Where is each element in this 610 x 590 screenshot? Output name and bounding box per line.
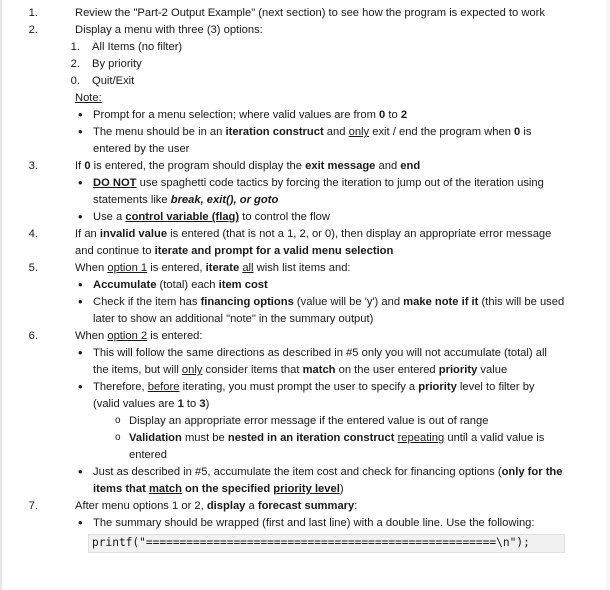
item-3-text: If 0 is entered, the program should display the exit message and end (75, 160, 421, 172)
item-1-text: Review the "Part-2 Output Example" (next section) to see how the program is expected to work (75, 7, 545, 19)
item-number-4: 4. (28, 228, 38, 240)
sub-bullet-icon: o (115, 432, 121, 443)
item-6-bullet-1: This will follow the same directions as described in #5 only you will not accumulate (total) all (93, 347, 547, 359)
item-6-text: When option 2 is entered: (75, 330, 203, 342)
item-3-bullet-1-cont: statements like break, exit(), or goto (93, 194, 279, 206)
menu-option-label: By priority (92, 58, 142, 70)
item-5-bullet-2: Check if the item has financing options (value will be 'y') and make note if it (this will be used (93, 296, 565, 308)
bullet-icon: • (78, 277, 83, 292)
item-6-bullet-1-cont: the items, but will only consider items that match on the user entered priority value (93, 364, 508, 376)
bullet-icon: • (78, 515, 83, 530)
bullet-icon: • (78, 107, 83, 122)
item-6-sub-bullet-2-cont: entered (129, 449, 167, 461)
page-left-edge (0, 0, 2, 590)
item-3-bullet-1: DO NOT use spaghetti code tactics by forcing the iteration to jump out of the iteration using (93, 177, 544, 189)
item-number-6: 6. (28, 330, 38, 342)
item-6-bullet-3-cont: items that match on the specified priority level) (93, 483, 344, 495)
item-6-sub-bullet-2: Validation must be nested in an iteration construct repeating until a valid value is (129, 432, 545, 444)
item-5-bullet-2-cont: later to show an additional "note" in the summary output) (93, 313, 374, 325)
item-number-2: 2. (28, 24, 38, 36)
item-7-bullet-1: The summary should be wrapped (first and last line) with a double line. Use the following: (93, 517, 535, 529)
item-3-bullet-2: Use a control variable (flag) to control the flow (93, 211, 330, 223)
bullet-icon: • (78, 294, 83, 309)
item-5-bullet-1: Accumulate (total) each item cost (93, 279, 268, 291)
item-number-3: 3. (28, 160, 38, 172)
scrollbar-track[interactable] (606, 0, 610, 590)
bullet-icon: • (78, 124, 83, 139)
item-4-text-cont: and continue to iterate and prompt for a valid menu selection (75, 245, 394, 257)
item-number-7: 7. (28, 500, 38, 512)
note-heading: Note: (75, 92, 102, 104)
item-2-bullet-2: The menu should be in an iteration construct and only exit / end the program when 0 is (93, 126, 532, 138)
item-6-bullet-2-cont: (valid values are 1 to 3) (93, 398, 210, 410)
menu-option-label: Quit/Exit (92, 75, 135, 87)
item-5-text: When option 1 is entered, iterate all wish list items and: (75, 262, 351, 274)
item-2-text: Display a menu with three (3) options: (75, 24, 263, 36)
bullet-icon: • (78, 464, 83, 479)
item-number-5: 5. (28, 262, 38, 274)
bullet-icon: • (78, 209, 83, 224)
menu-option-number: 0. (70, 75, 80, 87)
bullet-icon: • (78, 379, 83, 394)
item-6-bullet-2: Therefore, before iterating, you must prompt the user to specify a priority level to filter by (93, 381, 535, 393)
item-2-bullet-1: Prompt for a menu selection; where valid values are from 0 to 2 (93, 109, 408, 121)
bullet-icon: • (78, 175, 83, 190)
item-7-text: After menu options 1 or 2, display a forecast summary: (75, 500, 358, 512)
bullet-icon: • (78, 345, 83, 360)
item-number-1: 1. (28, 7, 38, 19)
item-2-bullet-2-cont: entered by the user (93, 143, 190, 155)
item-4-text: If an invalid value is entered (that is not a 1, 2, or 0), then display an appropriate error message (75, 228, 552, 240)
menu-option-label: All Items (no filter) (92, 41, 183, 53)
menu-option-number: 1. (70, 41, 80, 53)
menu-option-number: 2. (70, 58, 80, 70)
item-6-sub-bullet-1: Display an appropriate error message if the entered value is out of range (129, 415, 489, 427)
item-6-bullet-3: Just as described in #5, accumulate the item cost and check for financing options (only for the (93, 466, 563, 478)
sub-bullet-icon: o (115, 415, 121, 426)
code-snippet: printf("====================================================\n"); (92, 536, 530, 549)
